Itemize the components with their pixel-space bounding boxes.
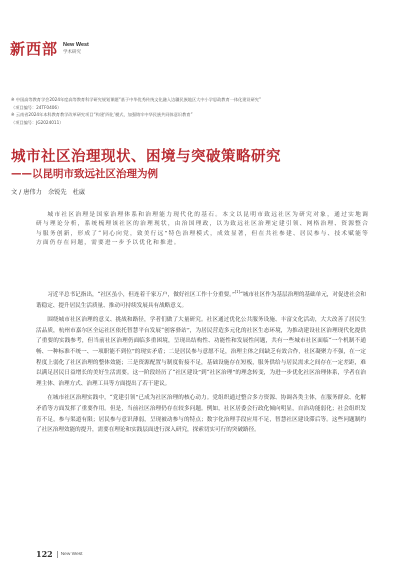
masthead-logo-en-line1: New West	[63, 42, 89, 48]
article-body	[36, 290, 366, 436]
citation-marker: [1]	[234, 290, 240, 295]
masthead-logo	[10, 38, 89, 59]
footer-divider	[57, 551, 58, 558]
body-paragraph	[36, 290, 366, 311]
article-subtitle: ——以昆明市致远社区治理为例	[11, 168, 158, 180]
page-footer	[36, 549, 82, 559]
body-paragraph: 围绕城市社区治理的意义、挑战和路径，学者们做了大量研究。社区通过优化公共服务设施、丰富文化活动，大大改善了居民生活品质，杭州市嘉尔区全运社区依托智慧平台发展“创客驿站”，为居民营造多元化的社区生态环境，为推动建设社区治理现代化提供了重要的实践参考，但当前社区治理仍面临多重困境，呈现出结构性、功能性和发展性问题，共有一些城市社区面临“一个机制不通畅、一种标准不统一、一项职能不到位”的现实矛盾；二是居民参与意愿不足，治理主体之间缺乏有效合作，社区凝聚力不强，在一定程度上弱化了社区治理的整体效能；三是资源配置与制度衔接不足，基础设施存在短板，服务供给与居民需求之间存在一定差距，难以满足居民日益增长的美好生活需要。这一阶段经历了“社区建设”到“社区治理”的理念转变，为进一步优化社区治理体系，学者在治理主体、治理方式、治理工具等方面提出了若干建议。	[36, 317, 366, 387]
masthead-logo-cn: 新西部	[10, 40, 59, 58]
footnote-line: （项目编号：JG2024011）	[11, 119, 64, 125]
body-paragraph: 在城市社区治理实践中，“党建引领”已成为社区治理的核心动力。党组织通过整合多方资源、协调各类主体，在服务群众、化解矛盾等方面发挥了重要作用。但是，当前社区治理仍存在较多问题。例如，社区居委会行政化倾向明显，自治功能弱化；社会组织发育不足，参与渠道有限；居民参与意识薄弱，呈现被动参与的特点；数字化治理手段应用不足，智慧社区建设滞后等。这些问题制约了社区治理效能的提升，需要在理论和实践层面进行深入研究，探索切实可行的突破路径。	[36, 395, 366, 434]
funding-footnotes	[11, 96, 386, 126]
body-text: “城市社区作为基层治理的基础单元，对促进社会和谐稳定、提升居民生活质量、推动可持续发展具有战略意义。	[36, 292, 366, 309]
article-abstract: 城市社区治理是国家治理体系和治理能力现代化的基石。本文以昆明市致远社区为研究对象，通过实地调研与理论分析，系统梳理该社区的治理现状，由治国理政，以为致远社区治理定建引领、网格治理、资源整合与服务创新，形成了“同心向党，致美行远”特色治理模式，成效显著，但在共社参建、居民参与、技术赋能等方面仍存在问题，需要进一步予以优化和推进。	[36, 212, 369, 247]
footnote-line: ※ 中国高等教育学会2024年度高等教育科学研究规划课题“基于中华优秀传统文化融入边疆民族地区大中小学思政教育一体化建设研究”	[11, 97, 262, 102]
article-authors: 文 / 唐伟力 余锐先 杜崴	[11, 189, 86, 196]
masthead-logo-en	[63, 42, 89, 55]
page-number: 122	[36, 549, 53, 559]
footnote-line: ※ 云南省2024年本科教育教学改革研究项目“构建‘四化’模式，加强铸牢中华民族共同体意识教育”	[11, 112, 193, 118]
masthead-logo-en-line2: 学术研究	[63, 49, 82, 54]
article-title: 城市社区治理现状、困境与突破策略研究	[11, 149, 281, 165]
publication-name: New West	[60, 551, 83, 557]
footnote-line: （项目编号：24TF0406）	[11, 104, 62, 110]
body-text: 习近平总书记指出，“社区虽小，但连着千家万户，做好社区工作十分重要。”	[47, 292, 235, 298]
